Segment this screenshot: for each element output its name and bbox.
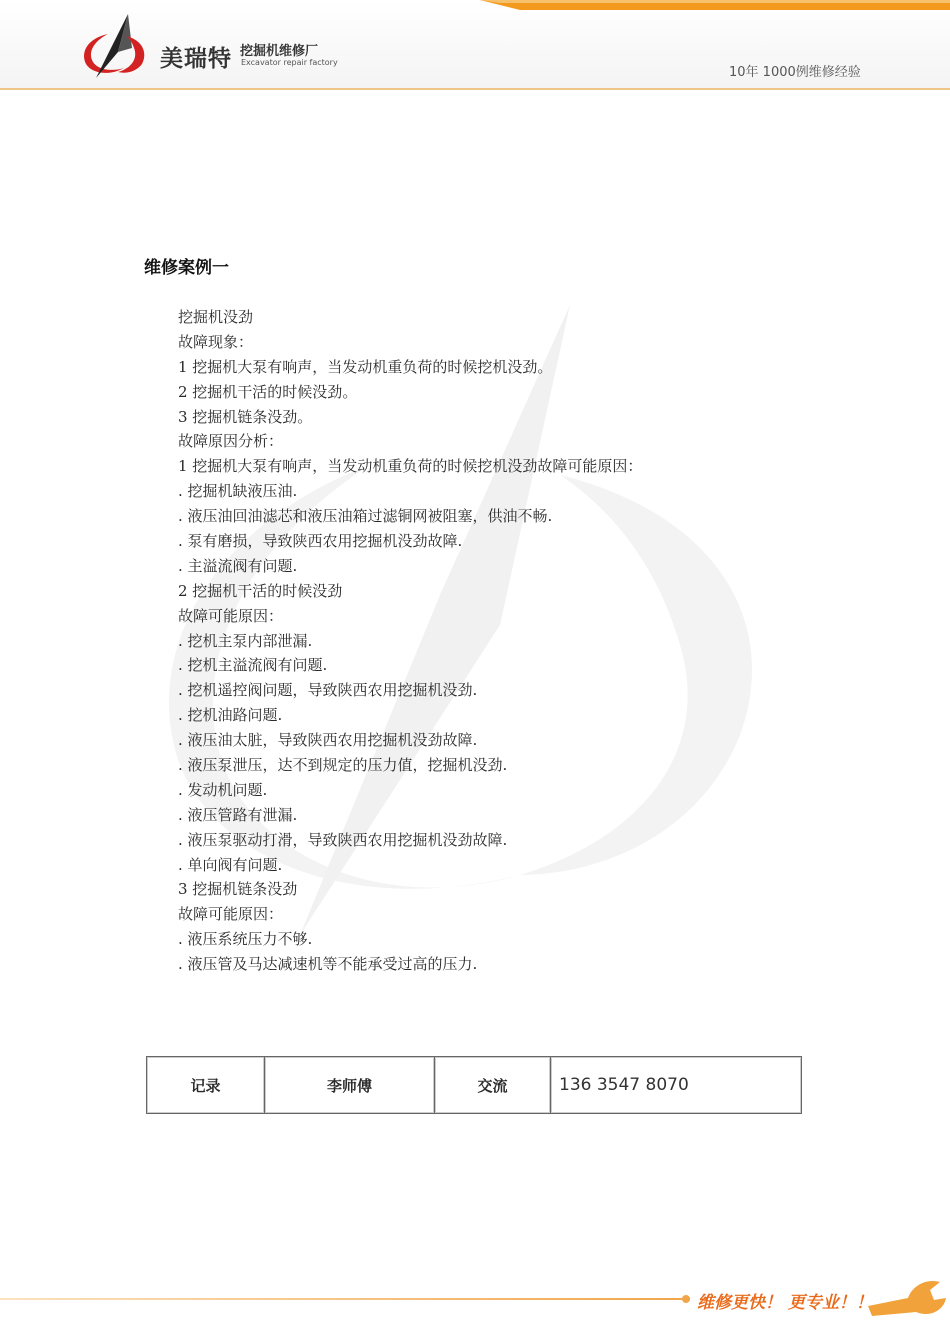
footer-dot: [682, 1295, 690, 1303]
exchange-label: 交流: [435, 1057, 551, 1114]
wrench-icon: [868, 1276, 950, 1320]
content-line: . 挖机主泵内部泄漏.: [178, 631, 313, 650]
content-line: 挖掘机没劲: [178, 308, 254, 326]
content-line: . 单向阀有问题.: [178, 855, 283, 874]
content-line: . 挖机主溢流阀有问题.: [178, 656, 328, 675]
case-title: 维修案例一: [144, 258, 229, 278]
content-line: 故障可能原因：: [178, 905, 284, 924]
content-line: 2 挖掘机干活的时候没劲: [178, 581, 343, 600]
content-line: . 发动机问题.: [178, 780, 268, 799]
header-accent-stripe: [480, 0, 950, 10]
content-line: . 泵有磨损，导致陕西农用挖掘机没劲故障.: [178, 532, 463, 551]
page-header: [0, 0, 950, 90]
footer-slogan: 维修更快！ 更专业！！: [697, 1293, 873, 1313]
content-line: . 液压油太脏，导致陕西农用挖掘机没劲故障.: [178, 731, 478, 750]
contact-person: 李师傅: [265, 1057, 435, 1114]
content-line: 3 挖掘机链条没劲。: [178, 407, 313, 426]
content-line: . 液压泵驱动打滑，导致陕西农用挖掘机没劲故障.: [178, 830, 508, 849]
content-line: 1 挖掘机大泵有响声，当发动机重负荷的时候挖机没劲故障可能原因：: [178, 457, 643, 476]
content-line: . 挖机油路问题.: [178, 706, 283, 725]
contact-table: [146, 1056, 802, 1114]
content-line: . 主溢流阀有问题.: [178, 556, 298, 575]
header-tagline: 10年 1000例维修经验: [729, 65, 861, 80]
record-label: 记录: [147, 1057, 265, 1114]
content-line: 1 挖掘机大泵有响声，当发动机重负荷的时候挖机没劲。: [178, 357, 553, 376]
content-line: 故障可能原因：: [178, 606, 284, 625]
content-line: 故障现象：: [178, 332, 254, 351]
phone-number: 136 3547 8070: [551, 1057, 802, 1114]
content-line: . 挖机遥控阀问题，导致陕西农用挖掘机没劲.: [178, 681, 478, 700]
content-line: . 液压管及马达减速机等不能承受过高的压力.: [178, 955, 478, 974]
brand-english-name: Excavator repair factory: [241, 58, 338, 67]
content-line: . 挖掘机缺液压油.: [178, 482, 298, 501]
brand-subtitle: 挖掘机维修厂: [240, 44, 319, 59]
content-line: . 液压油回油滤芯和液压油箱过滤铜网被阻塞，供油不畅.: [178, 507, 553, 526]
content-line: 3 挖掘机链条没劲: [178, 880, 298, 899]
company-logo-icon: [78, 12, 150, 80]
content-line: 故障原因分析：: [178, 432, 284, 451]
brand-name: 美瑞特: [160, 46, 232, 72]
content-line: . 液压系统压力不够.: [178, 930, 313, 949]
contact-row: [147, 1057, 802, 1114]
content-line: 2 挖掘机干活的时候没劲。: [178, 382, 358, 401]
footer-divider: [0, 1298, 690, 1300]
content-line: . 液压泵泄压，达不到规定的压力值，挖掘机没劲.: [178, 756, 508, 775]
content-line: . 液压管路有泄漏.: [178, 805, 298, 824]
case-content: [178, 305, 798, 977]
